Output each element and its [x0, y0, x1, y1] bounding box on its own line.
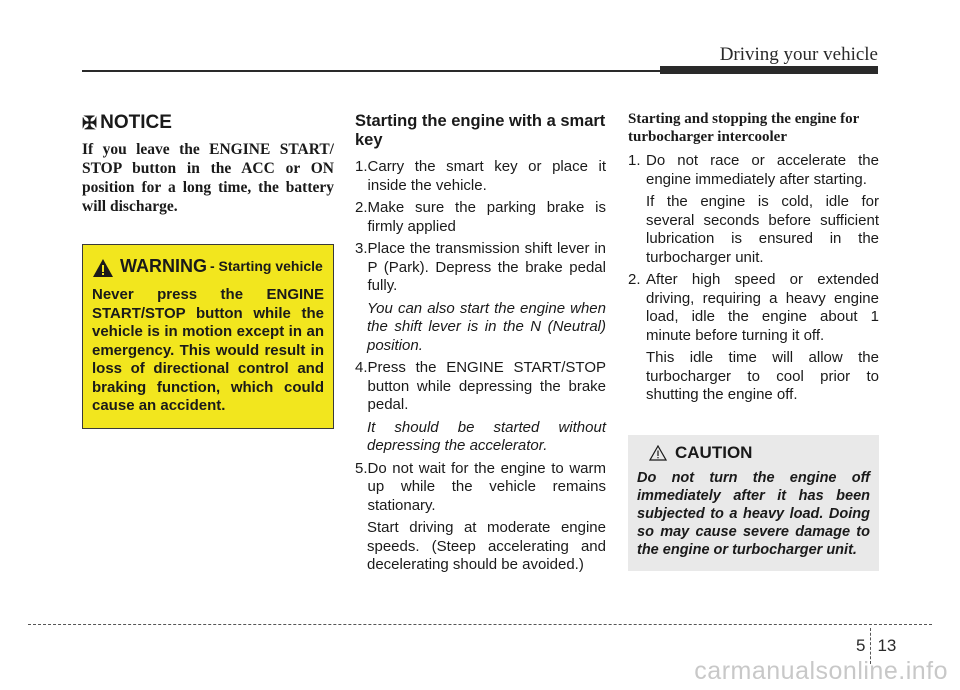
header-rule-thick — [660, 66, 878, 74]
header-rule — [82, 70, 660, 72]
step-number: 3. — [355, 240, 368, 257]
warning-text: Never press the ENGINE START/STOP button while the vehicle is in motion except in an emergency. This would result in loss of directional control and braking function, which could cause an accident. — [92, 286, 324, 414]
list-item — [355, 359, 606, 415]
list-item — [355, 158, 606, 195]
step-number: 1. — [628, 152, 641, 169]
step-note: Start driving at moderate engine speeds. (Steep accelerating and decelerating should be avoided.) — [367, 519, 606, 573]
column-left — [82, 108, 334, 429]
caution-triangle-icon — [649, 445, 667, 461]
list-item — [355, 199, 606, 236]
step-note: This idle time will allow the turbocharger to cool prior to shutting the engine off. — [646, 349, 879, 403]
caution-box — [628, 435, 879, 571]
step-text: After high speed or extended driving, requiring a heavy engine load, idle the engine about 1 minute before turning it off. — [646, 271, 879, 344]
column-right — [628, 108, 879, 571]
list-item — [355, 240, 606, 296]
step-number: 5. — [355, 459, 368, 477]
step-number: 2. — [355, 199, 368, 216]
step-text: Press the ENGINE START/STOP button while depressing the brake pedal. — [367, 359, 606, 413]
start-heading: Starting the engine with a smart key — [355, 112, 606, 149]
step-number: 2. — [628, 271, 641, 288]
step-number: 1. — [355, 158, 368, 175]
footer-rule — [28, 624, 932, 625]
step-text: Do not wait for the engine to warm up while the vehicle remains stationary. — [367, 459, 606, 514]
chapter-number: 5 — [856, 636, 866, 655]
turbo-heading: Starting and stopping the engine for turbocharger intercooler — [628, 111, 860, 145]
warning-box — [82, 244, 334, 429]
caution-word: CAUTION — [675, 442, 753, 462]
warning-triangle-icon — [92, 258, 114, 278]
page-number-value: 13 — [877, 636, 897, 655]
step-text: Do not race or accelerate the engine immediately after starting. — [646, 152, 879, 188]
warning-subtitle: - Starting vehicle — [210, 258, 323, 274]
caution-header — [637, 443, 870, 463]
step-note: You can also start the engine when the shift lever is in the N (Neutral) position. — [367, 299, 606, 354]
list-item — [628, 152, 879, 189]
step-note: It should be started without depressing the accelerator. — [367, 418, 606, 454]
turbo-steps — [628, 152, 879, 405]
list-item — [628, 271, 879, 345]
header-title: Driving your vehicle — [719, 44, 878, 65]
warning-header — [92, 255, 324, 278]
notice-cross-icon: ✠ — [82, 112, 98, 133]
notice-text: If you leave the ENGINE START/ STOP button in the ACC or ON position for a long time, the battery will discharge. — [82, 141, 334, 215]
step-number: 4. — [355, 359, 368, 376]
caution-text: Do not turn the engine off immediately after it has been subjected to a heavy load. Doing so may cause severe damage to the engine or turbocharger unit. — [637, 469, 870, 558]
column-middle — [355, 108, 606, 579]
step-text: Make sure the parking brake is firmly applied — [367, 199, 606, 235]
list-item — [355, 460, 606, 516]
start-steps — [355, 158, 606, 575]
notice-heading — [82, 112, 334, 134]
watermark: carmanualsonline.info — [694, 657, 948, 685]
step-text: Carry the smart key or place it inside the vehicle. — [367, 158, 606, 194]
warning-word: WARNING — [120, 256, 207, 276]
step-note: If the engine is cold, idle for several seconds before sufficient lubrication is ensured in the turbocharger unit. — [646, 193, 879, 266]
notice-title: NOTICE — [100, 112, 172, 133]
step-text: Place the transmission shift lever in P (Park). Depress the brake pedal fully. — [367, 240, 606, 294]
